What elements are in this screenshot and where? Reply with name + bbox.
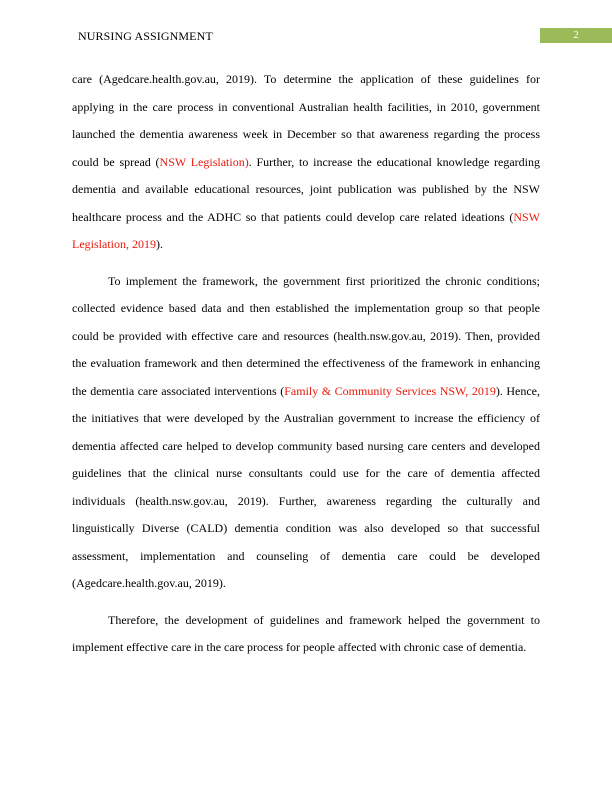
paragraph-text: . Further, to increase the educational knowledge regarding dementia and available educational resources, joint publication was published by the NSW healthcare process and the ADHC so that patients could develop care related ideations ( bbox=[72, 154, 540, 224]
paragraph-text: ). bbox=[156, 237, 163, 251]
citation: Family & Community Services NSW, 2019 bbox=[284, 383, 496, 398]
paragraph-2 bbox=[72, 268, 540, 598]
citation: NSW Legislation) bbox=[159, 154, 249, 169]
paragraph-3 bbox=[72, 607, 540, 662]
paragraph-1 bbox=[72, 66, 540, 259]
page-number-badge: 2 bbox=[540, 28, 612, 43]
running-header: NURSING ASSIGNMENT bbox=[78, 29, 213, 43]
paragraph-text: Therefore, the development of guidelines and framework helped the government to implement effective care in the care process for people affected with chronic case of dementia. bbox=[72, 612, 540, 654]
paragraph-text: ). Hence, the initiatives that were developed by the Australian government to increase the efficiency of dementia affected care helped to develop community based nursing care centers and developed guidelines that the clinical nurse consultants could use for the care of dementia affected individuals (health.nsw.gov.au, 2019). Further, awareness regarding the culturally and linguistically Diverse (CALD) dementia condition was also developed so that successful assessment, implementation and counseling of dementia care could be developed (Agedcare.health.gov.au, 2019). bbox=[72, 383, 541, 590]
document-body bbox=[72, 66, 540, 671]
paragraph-text: care (Agedcare.health.gov.au, 2019). To determine the application of these guidelines for applying in the care process in conventional Australian health facilities, in 2010, government launched the dementia awareness week in December so that awareness regarding the process could be spread ( bbox=[72, 72, 540, 169]
paragraph-text: To implement the framework, the government first prioritized the chronic conditions; collected evidence based data and then established the implementation group so that people could be provided with effective care and resources (health.nsw.gov.au, 2019). Then, provided the evaluation framework and then determined the effectiveness of the framework in enhancing the dementia care associated interventions ( bbox=[72, 273, 540, 398]
citation: NSW Legislation, 2019 bbox=[72, 209, 540, 251]
